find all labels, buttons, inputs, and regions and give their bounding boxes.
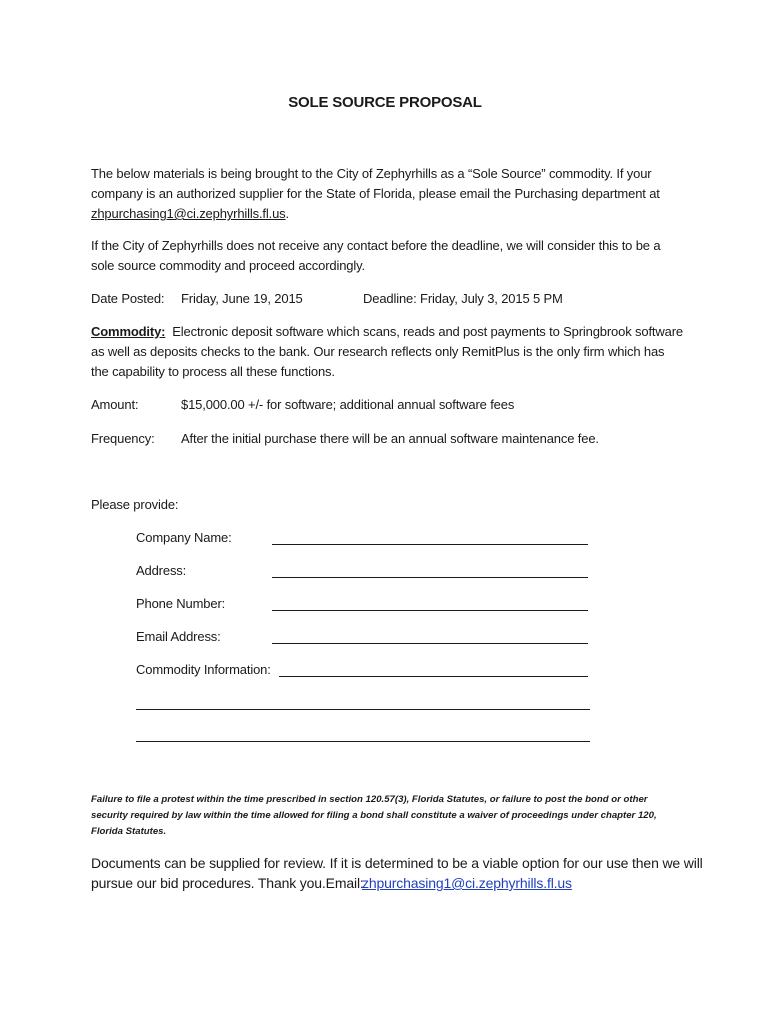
deadline-text: Deadline: Friday, July 3, 2015 5 PM bbox=[363, 291, 563, 306]
commodity-line-3: the capability to process all these functions. bbox=[91, 364, 335, 379]
company-name-field[interactable] bbox=[272, 544, 588, 545]
company-name-label: Company Name: bbox=[136, 530, 232, 545]
disclaimer-line-3: Florida Statutes. bbox=[91, 826, 167, 837]
commodity-label: Commodity: bbox=[91, 324, 166, 339]
closing-line-2: pursue our bid procedures. Thank you.Email: bbox=[91, 875, 364, 891]
commodity-line-2: as well as deposits checks to the bank. Our research reflects only RemitPlus is the only firm which has bbox=[91, 344, 665, 359]
phone-number-label: Phone Number: bbox=[136, 596, 226, 611]
email-address-label: Email Address: bbox=[136, 629, 221, 644]
amount-value: $15,000.00 +/- for software; additional annual software fees bbox=[181, 397, 515, 412]
commodity-information-field[interactable] bbox=[279, 676, 588, 677]
commodity-line-1 bbox=[91, 322, 683, 343]
phone-number-field[interactable] bbox=[272, 610, 588, 611]
intro-email-link[interactable]: zhpurchasing1@ci.zephyrhills.fl.us bbox=[91, 206, 286, 221]
disclaimer-line-2: security required by law within the time allowed for filing a bond shall constitute a waiver of proceedings under chapter 120, bbox=[91, 810, 657, 821]
deadline-note-line-2: sole source commodity and proceed accordingly. bbox=[91, 258, 365, 273]
email-address-field[interactable] bbox=[272, 643, 588, 644]
deadline-note-line-1: If the City of Zephyrhills does not receive any contact before the deadline, we will consider this to be a bbox=[91, 238, 661, 253]
commodity-information-extra-line-2[interactable] bbox=[136, 741, 590, 742]
address-field[interactable] bbox=[272, 577, 588, 578]
frequency-label: Frequency: bbox=[91, 431, 155, 446]
closing-email-link[interactable] bbox=[362, 873, 572, 894]
date-posted-label: Date Posted: bbox=[91, 291, 165, 306]
amount-label: Amount: bbox=[91, 397, 139, 412]
protest-disclaimer bbox=[91, 792, 691, 840]
closing-line-1: Documents can be supplied for review. If it is determined to be a viable option for our use then we will bbox=[91, 855, 703, 871]
frequency-value: After the initial purchase there will be an annual software maintenance fee. bbox=[181, 431, 599, 446]
intro-line-2: company is an authorized supplier for the State of Florida, please email the Purchasing department at bbox=[91, 186, 660, 201]
address-label: Address: bbox=[136, 563, 187, 578]
commodity-text-1: Electronic deposit software which scans, reads and post payments to Springbrook software bbox=[172, 324, 683, 339]
please-provide-heading: Please provide: bbox=[91, 497, 179, 512]
intro-line-1: The below materials is being brought to the City of Zephyrhills as a “Sole Source” commodity. If your bbox=[91, 166, 652, 181]
document-title: SOLE SOURCE PROPOSAL bbox=[288, 94, 482, 111]
closing-email-text[interactable]: zhpurchasing1@ci.zephyrhills.fl.us bbox=[362, 875, 572, 891]
commodity-information-label: Commodity Information: bbox=[136, 662, 271, 677]
date-posted-value: Friday, June 19, 2015 bbox=[181, 291, 303, 306]
disclaimer-line-1: Failure to file a protest within the time prescribed in section 120.57(3), Florida Statutes, or failure to post the bond or other bbox=[91, 794, 648, 805]
intro-line-3 bbox=[91, 204, 289, 225]
intro-email-suffix: . bbox=[285, 206, 289, 221]
commodity-information-extra-line-1[interactable] bbox=[136, 709, 590, 710]
